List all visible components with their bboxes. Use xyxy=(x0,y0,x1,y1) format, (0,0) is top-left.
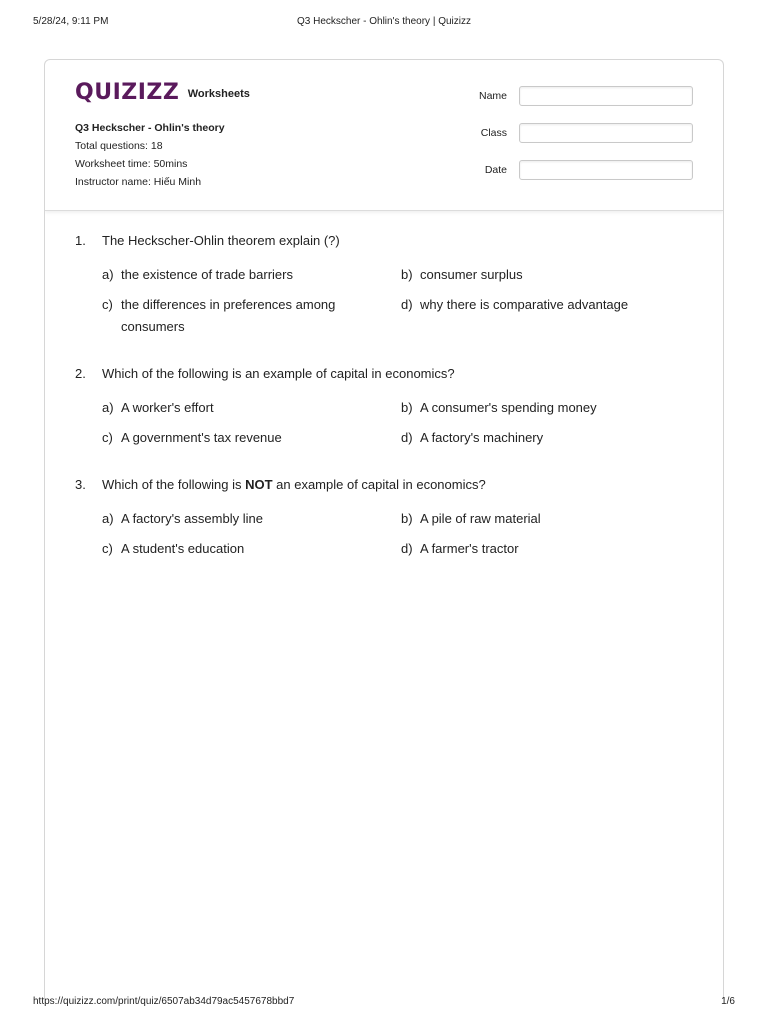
worksheet-time: Worksheet time: 50mins xyxy=(75,158,188,170)
option-text: consumer surplus xyxy=(420,267,523,282)
date-label: Date xyxy=(484,164,507,176)
question-1-stem xyxy=(75,230,695,252)
option-text: A government's tax revenue xyxy=(121,430,282,445)
question-number: 3. xyxy=(75,477,86,492)
option-text: A factory's machinery xyxy=(420,430,544,445)
question-3-options xyxy=(75,508,695,560)
brand-subtitle: Worksheets xyxy=(187,88,250,100)
quiz-title: Q3 Heckscher - Ohlin's theory xyxy=(75,122,225,134)
option-text: A consumer's spending money xyxy=(420,400,597,415)
print-page-title: Q3 Heckscher - Ohlin's theory | Quizizz xyxy=(296,16,471,27)
question-list xyxy=(75,230,695,585)
quiz-info xyxy=(75,119,225,191)
option-d xyxy=(401,294,701,338)
option-b xyxy=(401,508,701,530)
question-3-stem xyxy=(75,474,695,496)
option-text: A student's education xyxy=(121,541,245,556)
option-text: A pile of raw material xyxy=(420,511,541,526)
option-letter: b) xyxy=(401,267,413,282)
print-header xyxy=(33,16,735,30)
name-field[interactable] xyxy=(519,86,693,106)
question-1-options xyxy=(75,264,695,338)
name-row xyxy=(463,86,693,108)
name-label: Name xyxy=(478,90,507,102)
brand xyxy=(75,80,250,106)
option-c xyxy=(102,538,401,560)
option-letter: b) xyxy=(401,400,413,415)
question-number: 2. xyxy=(75,366,86,381)
option-letter: a) xyxy=(102,511,114,526)
option-letter: c) xyxy=(102,430,113,445)
option-c xyxy=(102,294,401,338)
option-d xyxy=(401,538,701,560)
question-2 xyxy=(75,363,695,449)
option-b xyxy=(401,264,701,286)
option-letter: c) xyxy=(102,541,113,556)
print-url: https://quizizz.com/print/quiz/6507ab34d79ac5457678bbd7 xyxy=(33,996,295,1007)
question-text: Which of the following is an example of capital in economics? xyxy=(102,366,455,381)
question-2-options xyxy=(75,397,695,449)
option-d xyxy=(401,427,701,449)
option-letter: d) xyxy=(401,541,413,556)
option-text: the existence of trade barriers xyxy=(121,267,293,282)
option-letter: c) xyxy=(102,297,113,312)
total-questions: Total questions: 18 xyxy=(75,140,163,152)
option-text: A worker's effort xyxy=(121,400,214,415)
print-datetime: 5/28/24, 9:11 PM xyxy=(33,16,109,27)
option-text: the differences in preferences among consumers xyxy=(121,297,336,334)
question-text: The Heckscher-Ohlin theorem explain (?) xyxy=(102,233,340,248)
class-row xyxy=(463,123,693,145)
print-footer xyxy=(33,996,735,1010)
option-text: why there is comparative advantage xyxy=(420,297,629,312)
option-text: A farmer's tractor xyxy=(420,541,519,556)
option-letter: b) xyxy=(401,511,413,526)
student-fields xyxy=(463,86,693,197)
class-label: Class xyxy=(480,127,507,139)
worksheet-card xyxy=(44,59,724,999)
question-text xyxy=(102,477,486,492)
instructor-name: Instructor name: Hiếu Minh xyxy=(75,176,202,188)
option-letter: a) xyxy=(102,267,114,282)
question-text-after: an example of capital in economics? xyxy=(272,477,486,492)
option-text: A factory's assembly line xyxy=(121,511,263,526)
option-letter: d) xyxy=(401,297,413,312)
option-letter: a) xyxy=(102,400,114,415)
option-letter: d) xyxy=(401,430,413,445)
quizizz-logo: QUIZIZZ xyxy=(75,80,180,105)
question-2-stem xyxy=(75,363,695,385)
question-text-before: Which of the following is xyxy=(102,477,246,492)
print-page-number: 1/6 xyxy=(721,996,735,1007)
date-row xyxy=(463,160,693,182)
question-3 xyxy=(75,474,695,560)
question-1 xyxy=(75,230,695,338)
date-field[interactable] xyxy=(519,160,693,180)
option-a xyxy=(102,508,401,530)
worksheet-header xyxy=(45,60,723,211)
option-a xyxy=(102,397,401,419)
class-field[interactable] xyxy=(519,123,693,143)
option-a xyxy=(102,264,401,286)
option-c xyxy=(102,427,401,449)
option-b xyxy=(401,397,701,419)
question-text-emphasis: NOT xyxy=(245,477,273,492)
question-number: 1. xyxy=(75,233,86,248)
